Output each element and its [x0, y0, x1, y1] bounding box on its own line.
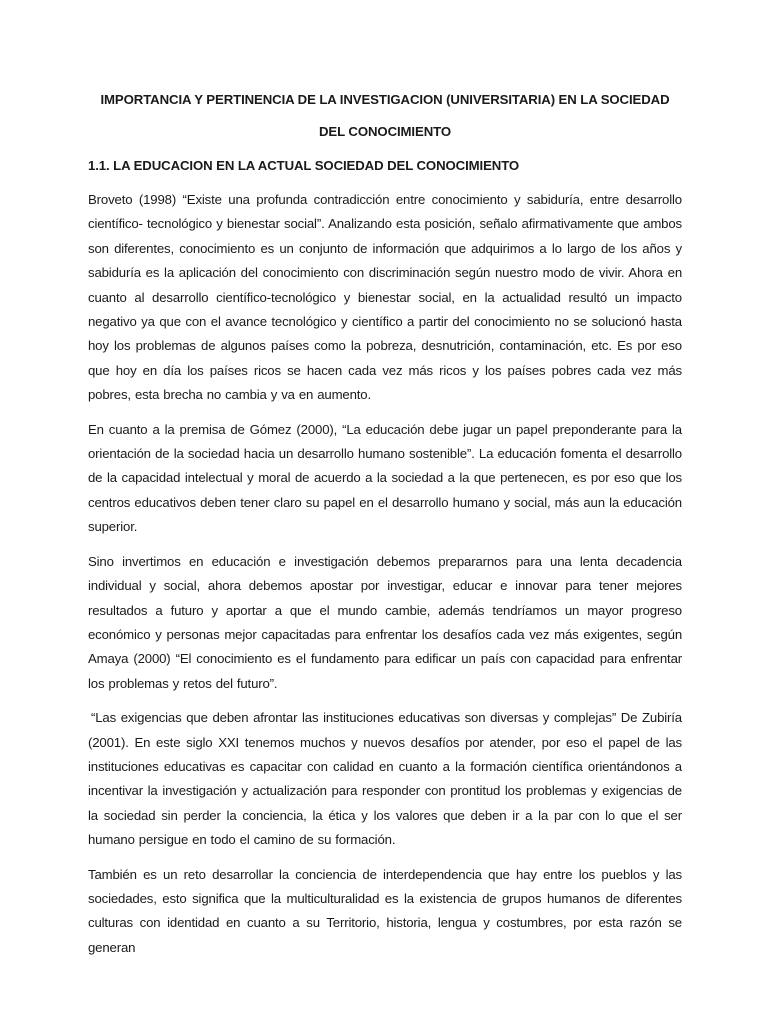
paragraph-zubiria: “Las exigencias que deben afrontar las instituciones educativas son diversas y complejas” De Zubiría (2001). En este siglo XXI tenemos muchos y nuevos desafíos por atender, por eso el papel de las instituciones educativas es capacitar con calidad en cuanto a la formación científica orientándonos a incentivar la investigación y actualización para responder con prontitud los problemas y exigencias de la sociedad sin perder la conciencia, la ética y los valores que deben ir a la par con lo que el ser humano persigue en todo el camino de su formación.: [88, 710, 682, 848]
paragraph-interdependencia: También es un reto desarrollar la conciencia de interdependencia que hay entre los pueblos y las sociedades, esto significa que la multiculturalidad es la existencia de grupos humanos de diferentes culturas con identidad en cuanto a su Territorio, historia, lengua y costumbres, por esta razón se generan: [88, 866, 682, 955]
paragraph-broveto: Broveto (1998) “Existe una profunda contradicción entre conocimiento y sabiduría, entre desarrollo científico- tecnológico y bienestar social”. Analizando esta posición, señalo afirmativamente que ambos son diferentes, conocimiento es un conjunto de información que adquirimos a lo largo de los años y sabiduría es la aplicación del conocimiento con discriminación según nuestro modo de vivir. Ahora en cuanto al desarrollo científico-tecnológico y bienestar social, en la actualidad resultó un impacto negativo ya que con el avance tecnológico y científico a partir del conocimiento no se solucionó hasta hoy los problemas de algunos países como la pobreza, desnutrición, contaminación, etc. Es por eso que hoy en día los países ricos se hacen cada vez más ricos y los países pobres cada vez más pobres, esta brecha no cambia y va en aumento.: [88, 192, 682, 403]
paragraph-gomez: En cuanto a la premisa de Gómez (2000), “La educación debe jugar un papel preponderante para la orientación de la sociedad hacia un desarrollo humano sostenible”. La educación fomenta el desarrollo de la capacidad intelectual y moral de acuerdo a la sociedad a la que pertenecen, es por eso que los centros educativos deben tener claro su papel en el desarrollo humano y social, más aun la educación superior.: [88, 421, 682, 535]
document-title: IMPORTANCIA Y PERTINENCIA DE LA INVESTIGACION (UNIVERSITARIA) EN LA SOCIEDAD DEL CONOCIMIENTO: [100, 92, 670, 139]
section-heading: 1.1. LA EDUCACION EN LA ACTUAL SOCIEDAD DEL CONOCIMIENTO: [88, 158, 520, 173]
paragraph-amaya: Sino invertimos en educación e investigación debemos prepararnos para una lenta decadencia individual y social, ahora debemos apostar por investigar, educar e innovar para tener mejores resultados a futuro y aportar a que el mundo cambie, además tendríamos un mayor progreso económico y personas mejor capacitadas para enfrentar los desafíos cada vez más exigentes, según Amaya (2000) “El conocimiento es el fundamento para edificar un país con capacidad para enfrentar los problemas y retos del futuro”.: [88, 553, 682, 691]
